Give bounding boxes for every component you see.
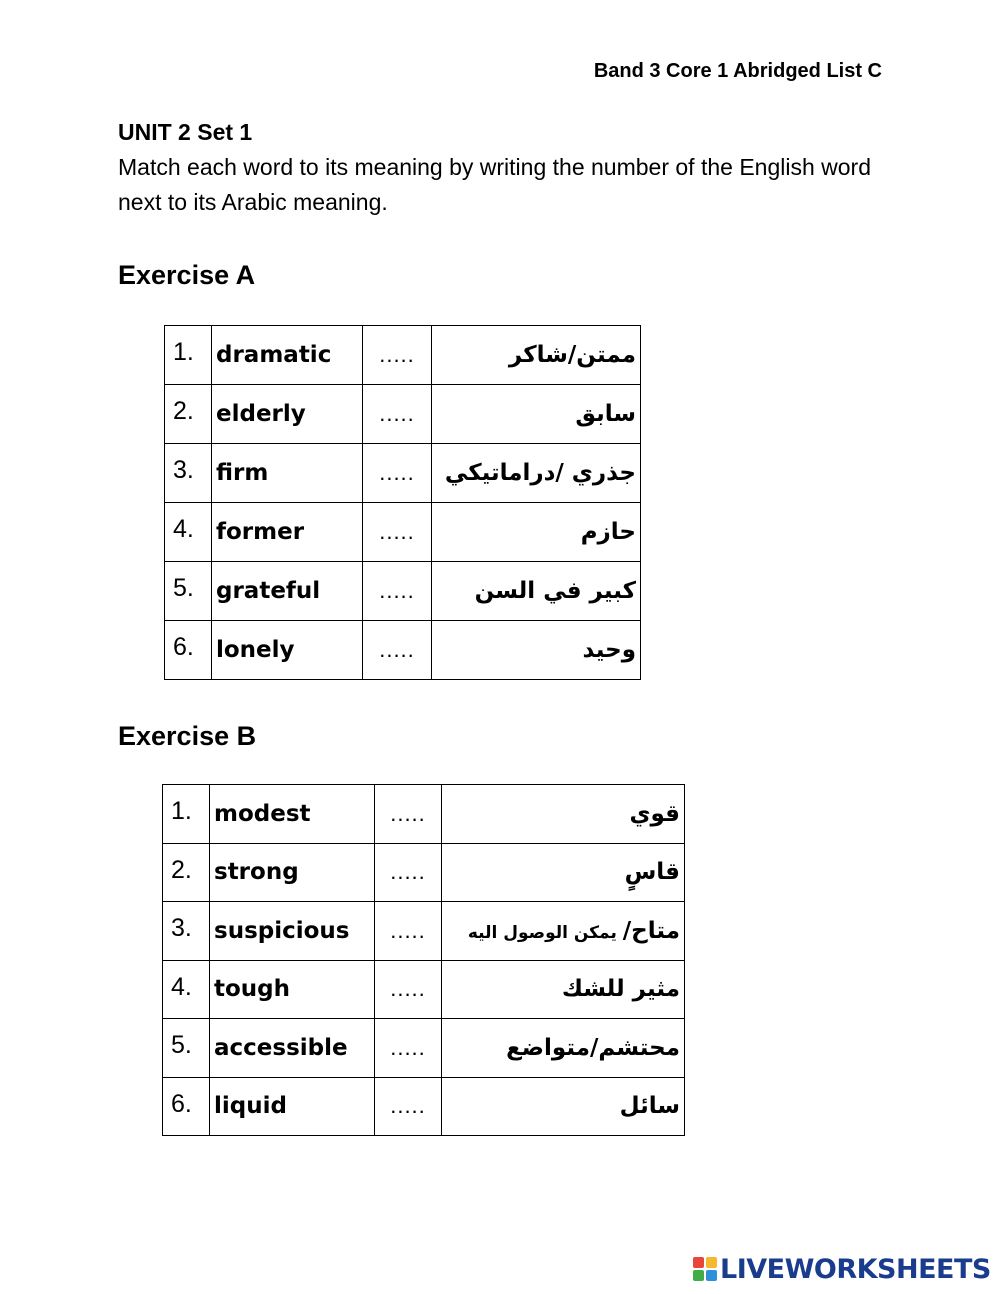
table-row <box>165 621 641 680</box>
table-row <box>165 503 641 562</box>
arabic-meaning: جذري /دراماتيكي <box>432 444 641 503</box>
row-number: 3. <box>163 902 210 961</box>
arabic-meaning <box>442 902 685 961</box>
instructions: Match each word to its meaning by writing the number of the English word next to its Arabic meaning. <box>118 154 871 215</box>
answer-blank[interactable]: ..... <box>375 785 442 844</box>
exercise-b-heading: Exercise B <box>118 721 257 751</box>
exercise-b-table <box>162 784 685 1136</box>
liveworksheets-logo-icon <box>693 1257 717 1281</box>
english-word: firm <box>212 444 363 503</box>
table-row <box>165 444 641 503</box>
arabic-meaning: سابق <box>432 385 641 444</box>
document-band-title: Band 3 Core 1 Abridged List C <box>593 60 882 82</box>
english-word: elderly <box>212 385 363 444</box>
row-number: 3. <box>165 444 212 503</box>
logo-tile-green <box>693 1270 704 1281</box>
answer-blank[interactable]: ..... <box>375 1077 442 1136</box>
arabic-meaning-main: متاح/ <box>622 917 680 944</box>
english-word: former <box>212 503 363 562</box>
english-word: tough <box>210 960 375 1019</box>
table-row <box>165 326 641 385</box>
arabic-meaning: كبير في السن <box>432 562 641 621</box>
row-number: 4. <box>163 960 210 1019</box>
logo-text: LIVEWORKSHEETS <box>720 1253 991 1285</box>
answer-blank[interactable]: ..... <box>375 902 442 961</box>
answer-blank[interactable]: ..... <box>363 326 432 385</box>
english-word: strong <box>210 843 375 902</box>
answer-blank[interactable]: ..... <box>363 621 432 680</box>
english-word: dramatic <box>212 326 363 385</box>
english-word: suspicious <box>210 902 375 961</box>
arabic-meaning: سائل <box>442 1077 685 1136</box>
logo-tile-yellow <box>706 1257 717 1268</box>
answer-blank[interactable]: ..... <box>363 385 432 444</box>
row-number: 1. <box>163 785 210 844</box>
arabic-meaning: محتشم/متواضع <box>442 1019 685 1078</box>
table-row <box>163 785 685 844</box>
english-word: modest <box>210 785 375 844</box>
row-number: 5. <box>163 1019 210 1078</box>
arabic-meaning: ممتن/شاكر <box>432 326 641 385</box>
liveworksheets-logo[interactable] <box>693 1252 991 1286</box>
answer-blank[interactable]: ..... <box>363 444 432 503</box>
logo-tile-red <box>693 1257 704 1268</box>
english-word: grateful <box>212 562 363 621</box>
english-word: lonely <box>212 621 363 680</box>
answer-blank[interactable]: ..... <box>375 960 442 1019</box>
row-number: 2. <box>163 843 210 902</box>
logo-tile-blue <box>706 1270 717 1281</box>
arabic-meaning: قوي <box>442 785 685 844</box>
english-word: liquid <box>210 1077 375 1136</box>
arabic-meaning: قاسٍ <box>442 843 685 902</box>
arabic-meaning: مثير للشك <box>442 960 685 1019</box>
row-number: 6. <box>163 1077 210 1136</box>
table-row <box>163 960 685 1019</box>
row-number: 4. <box>165 503 212 562</box>
unit-title: UNIT 2 Set 1 <box>118 119 253 145</box>
answer-blank[interactable]: ..... <box>363 503 432 562</box>
row-number: 5. <box>165 562 212 621</box>
row-number: 6. <box>165 621 212 680</box>
exercise-a-table <box>164 325 641 680</box>
arabic-meaning: وحيد <box>432 621 641 680</box>
english-word: accessible <box>210 1019 375 1078</box>
answer-blank[interactable]: ..... <box>363 562 432 621</box>
arabic-meaning: حازم <box>432 503 641 562</box>
row-number: 2. <box>165 385 212 444</box>
table-row <box>163 1019 685 1078</box>
exercise-a-heading: Exercise A <box>118 260 256 290</box>
arabic-meaning-note: يمكن الوصول اليه <box>467 922 623 943</box>
table-row <box>163 1077 685 1136</box>
answer-blank[interactable]: ..... <box>375 843 442 902</box>
row-number: 1. <box>165 326 212 385</box>
table-row <box>165 562 641 621</box>
table-row <box>165 385 641 444</box>
table-row <box>163 902 685 961</box>
answer-blank[interactable]: ..... <box>375 1019 442 1078</box>
table-row <box>163 843 685 902</box>
